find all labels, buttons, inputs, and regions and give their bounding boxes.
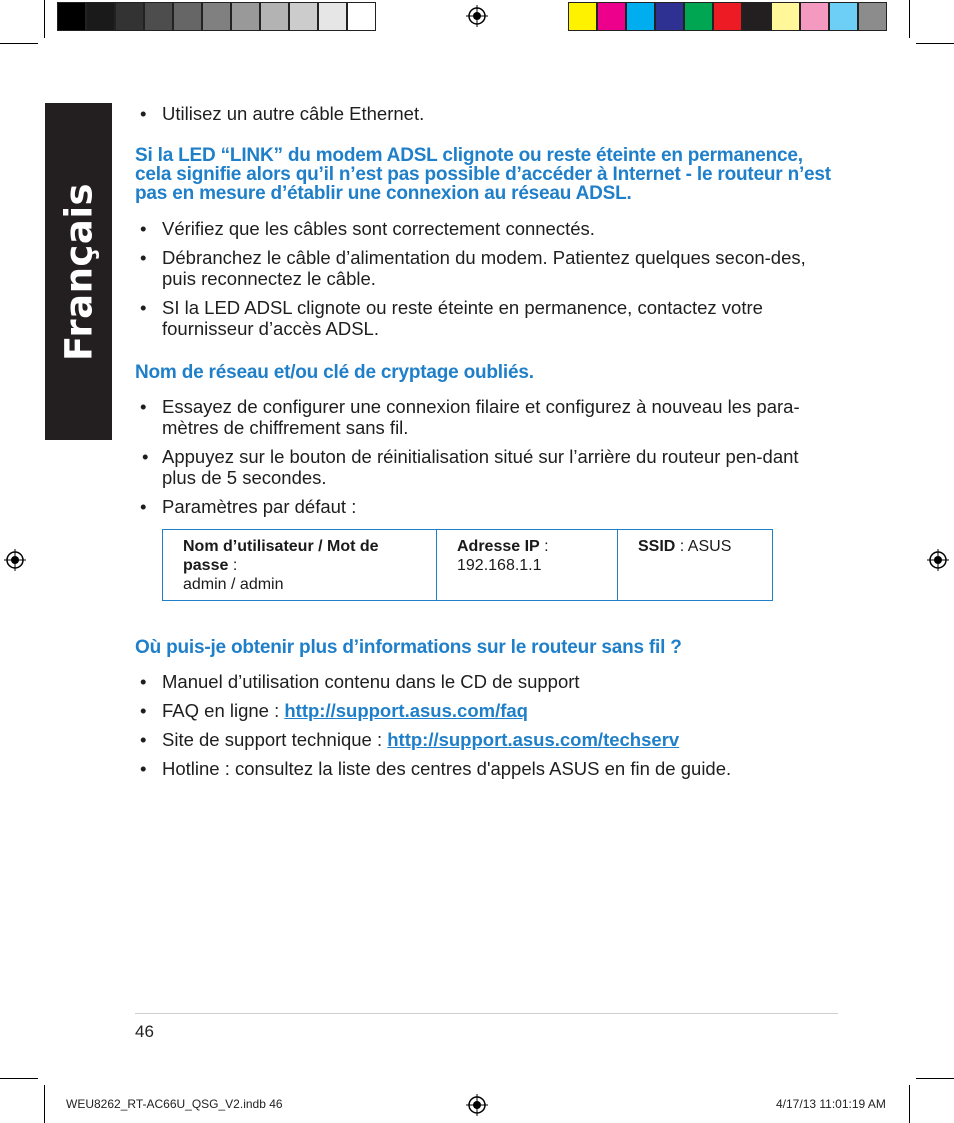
list-item: • Site de support technique : http://support.asus.com/techserv [140,729,680,750]
calibration-swatch [260,2,289,31]
calibration-swatch [202,2,231,31]
credentials-label: Nom d’utilisateur / Mot de passe [183,538,379,574]
print-slug-left: WEU8262_RT-AC66U_QSG_V2.indb 46 [66,1097,283,1111]
list-item: • FAQ en ligne : http://support.asus.com/faq [140,700,528,721]
registration-mark-icon [466,5,488,27]
crop-mark [909,1085,910,1123]
page-number: 46 [135,1022,154,1041]
calibration-swatch [568,2,597,31]
language-side-tab [45,103,112,440]
crop-mark [916,1078,954,1079]
list-item: • SI la LED ADSL clignote ou reste éteinte en permanence, contactez votre fournisseur d’accès ADSL. [140,297,763,339]
list-item: • Utilisez un autre câble Ethernet. [140,103,425,124]
list-item-text: SI la LED ADSL clignote ou reste éteinte en permanence, contactez votre fournisseur d’accès ADSL. [162,297,763,339]
crop-mark [0,1078,38,1079]
crop-mark [916,43,954,44]
language-tab-label: Français [57,182,100,361]
calibration-swatch [713,2,742,31]
list-item: • Appuyez sur le bouton de réinitialisation situé sur l’arrière du routeur pen-dant plus de 5 secondes. [142,446,799,488]
section-heading-adsl: Si la LED “LINK” du modem ADSL clignote ou reste éteinte en permanence, cela signifie alors qu’il n’est pas possible d’accéder à Internet - le routeur n’est pas en mesure d’établir une connexion au réseau ADSL. [135,145,831,204]
ip-value: 192.168.1.1 [457,557,542,574]
registration-mark-icon [466,1094,488,1116]
calibration-swatch [57,2,86,31]
adsl-bullet-list [135,218,840,339]
registration-mark-icon [927,549,949,571]
calibration-swatch [86,2,115,31]
list-item-text: Hotline : consultez la liste des centres d'appels ASUS en fin de guide. [162,758,732,779]
calibration-swatch [829,2,858,31]
section-heading-info: Où puis-je obtenir plus d’informations sur le routeur sans fil ? [135,637,682,658]
list-item: • Paramètres par défaut : [140,496,357,517]
list-item-text: Appuyez sur le bouton de réinitialisation situé sur l’arrière du routeur pen-dant plus de 5 secondes. [162,446,799,488]
calibration-swatch [858,2,887,31]
list-item: • Débranchez le câble d’alimentation du modem. Patientez quelques secon-des, puis reconnectez le câble. [140,247,806,289]
list-item-text: Essayez de configurer une connexion filaire et configurez à nouveau les para-mètres de chiffrement sans fil. [162,396,800,438]
section-heading-forgot: Nom de réseau et/ou clé de cryptage oubliés. [135,362,534,383]
list-item-text: Paramètres par défaut : [162,496,357,517]
list-item-text: Débranchez le câble d’alimentation du modem. Patientez quelques secon-des, puis reconnectez le câble. [162,247,806,289]
calibration-swatch [144,2,173,31]
forgot-bullet-list [135,396,845,517]
table-row [163,530,773,601]
calibration-swatch [347,2,376,31]
crop-mark [44,0,45,38]
calibration-swatch [597,2,626,31]
list-item: • Manuel d’utilisation contenu dans le CD de support [140,671,580,692]
print-slug-right: 4/17/13 11:01:19 AM [776,1097,886,1111]
techserv-link[interactable]: http://support.asus.com/techserv [387,729,680,750]
calibration-swatch [771,2,800,31]
crop-mark [0,43,38,44]
list-item-text: Vérifiez que les câbles sont correctement connectés. [162,218,595,239]
faq-link[interactable]: http://support.asus.com/faq [284,700,528,721]
gray-calibration-bar [57,2,376,31]
color-calibration-bar [568,2,887,31]
calibration-swatch [800,2,829,31]
crop-mark [909,0,910,38]
crop-mark [44,1085,45,1123]
table-cell-credentials: Nom d’utilisateur / Mot de passe : admin / admin [163,530,437,601]
calibration-swatch [655,2,684,31]
list-item-text: Utilisez un autre câble Ethernet. [162,103,425,124]
calibration-swatch [115,2,144,31]
ssid-label: SSID [638,538,676,555]
default-settings-table [162,529,773,601]
ssid-value: ASUS [687,538,732,555]
footer-rule [135,1013,838,1014]
list-item: • Essayez de configurer une connexion filaire et configurez à nouveau les para-mètres de chiffrement sans fil. [140,396,800,438]
table-cell-ssid: SSID : ASUS [618,530,773,601]
list-item: • Hotline : consultez la liste des centres d'appels ASUS en fin de guide. [140,758,732,779]
table-cell-ip: Adresse IP : 192.168.1.1 [437,530,618,601]
calibration-swatch [626,2,655,31]
calibration-swatch [289,2,318,31]
info-bullet-list [135,671,845,779]
list-item-text: Manuel d’utilisation contenu dans le CD de support [162,671,580,692]
calibration-swatch [742,2,771,31]
registration-mark-icon [4,549,26,571]
calibration-swatch [684,2,713,31]
ip-label: Adresse IP [457,538,540,555]
credentials-value: admin / admin [183,576,284,593]
calibration-swatch [173,2,202,31]
calibration-swatch [318,2,347,31]
list-item: • Vérifiez que les câbles sont correctement connectés. [140,218,595,239]
calibration-swatch [231,2,260,31]
